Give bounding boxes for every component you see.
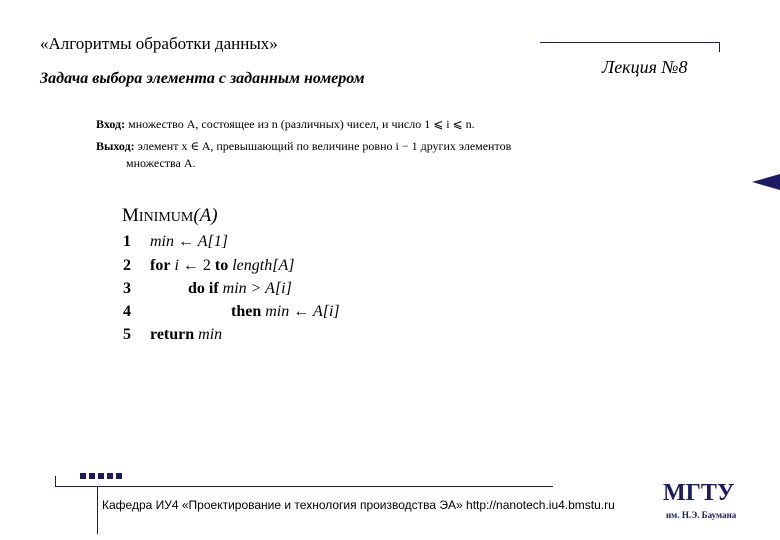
- footer-rule: [55, 486, 553, 487]
- keyword-to: to: [214, 257, 229, 274]
- university-logo-subtitle: им. Н.Э. Баумана: [666, 510, 737, 520]
- keyword-do-if: do if: [188, 280, 219, 297]
- input-label: Вход:: [96, 117, 126, 131]
- keyword-then: then: [231, 303, 262, 320]
- university-logo: МГТУ: [663, 480, 735, 506]
- code-line-2: [150, 257, 294, 275]
- code-line-4: [231, 303, 340, 321]
- condition: min > A[i]: [222, 280, 292, 297]
- return-value: min: [198, 326, 223, 343]
- right-edge-marker: [752, 174, 780, 190]
- course-title: «Алгоритмы обработки данных»: [40, 34, 278, 53]
- loop-bound: length[A]: [232, 257, 295, 274]
- footer-department-text: Кафедра ИУ4 «Проектирование и технология производства ЭА» http://nanotech.iu4.bmstu.ru: [102, 498, 615, 512]
- keyword-return: return: [150, 326, 195, 343]
- lecture-label: Лекция №8: [602, 57, 688, 77]
- keyword-for: for: [150, 257, 171, 274]
- top-rule: [540, 42, 720, 43]
- loop-start: ← 2: [182, 257, 211, 274]
- line-number: 5: [123, 326, 131, 343]
- top-rule-tick: [719, 42, 720, 52]
- algorithm-name-arg: (A): [193, 205, 218, 226]
- footer-rule-tick: [55, 476, 56, 487]
- assignment: min ← A[i]: [265, 303, 340, 320]
- line-number: 4: [123, 303, 131, 320]
- algorithm-name: [122, 205, 218, 227]
- output-text: элемент x ∈ A, превышающий по величине ровно i − 1 других элементов: [137, 139, 512, 153]
- line-number: 3: [123, 280, 131, 297]
- slide-title: Задача выбора элемента с заданным номером: [40, 70, 365, 87]
- code-line-1: min ← A[1]: [150, 233, 228, 250]
- loop-var: i: [174, 257, 179, 274]
- output-label: Выход:: [96, 139, 135, 153]
- input-text: множество A, состоящее из n (различных) чисел, и число 1 ⩽ i ⩽ n.: [128, 117, 475, 131]
- code-line-5: [150, 326, 222, 344]
- problem-input: [96, 117, 475, 132]
- line-number: 1: [123, 233, 131, 250]
- algorithm-name-rest: INIMUM: [138, 210, 194, 225]
- footer-vertical-rule: [97, 486, 98, 534]
- problem-output: [96, 139, 511, 154]
- line-number: 2: [123, 257, 131, 274]
- problem-output-continued: множества A.: [126, 156, 196, 170]
- footer-dots-decoration: [80, 473, 122, 481]
- code-line-3: [188, 280, 292, 298]
- algorithm-name-initial: M: [122, 205, 139, 226]
